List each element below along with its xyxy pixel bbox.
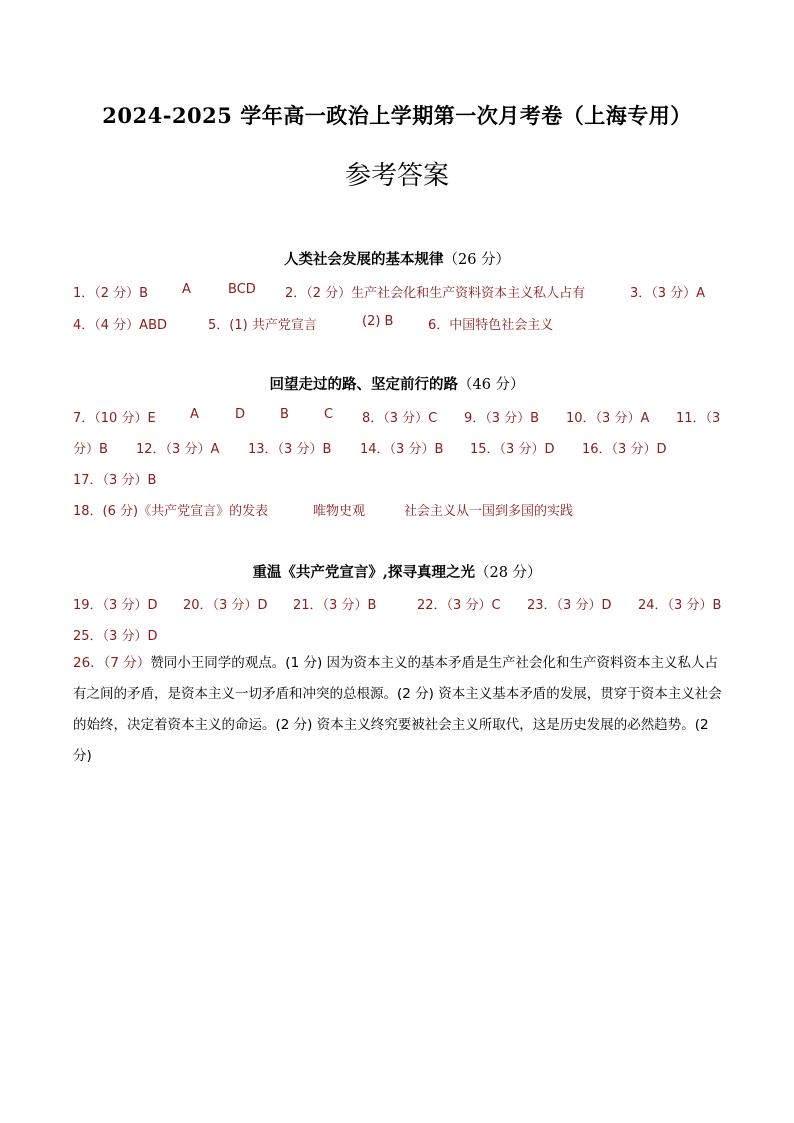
answer-item: 25．（3 分）D — [73, 629, 158, 644]
answer-item: 15．（3 分）D — [470, 442, 555, 457]
answer-item: 12．（3 分）A — [136, 442, 220, 457]
document-subtitle: 参考答案 — [344, 161, 449, 191]
section-title: 重温《共产党宣言》,探寻真理之光 — [252, 564, 475, 581]
essay-text: 赞同小王同学的观点。(1 分) 因为资本主义的基本矛盾是生产社会化和生产资料资本主义私人占有之间的矛盾，是资本主义一切矛盾和冲突的总根源。(2 分) 资本主义基本矛盾的发展，贯穿于资本主义社会的始终，决定着资本主义的命运。(2 分) 资本主义终究要被社会主义所取代，这是历史发展的必然趋势。(2 分) — [73, 655, 722, 764]
answer-item: B — [280, 407, 289, 422]
section-heading — [0, 248, 794, 269]
answer-item: 唯物史观 — [313, 504, 366, 519]
answer-item: 6．中国特色社会主义 — [428, 318, 554, 333]
answer-item: 13．（3 分）B — [248, 442, 332, 457]
essay-label: 26．（7 分） — [73, 655, 151, 671]
answer-item: 16．（3 分）D — [582, 442, 667, 457]
section-points: （28 分） — [474, 565, 542, 581]
answer-item: (2) B — [362, 314, 394, 329]
answer-item: 分）B — [73, 442, 108, 457]
answer-item: 10．（3 分）A — [566, 411, 650, 426]
answer-item: BCD — [228, 282, 256, 297]
answer-item: 7．（10 分）E — [73, 411, 156, 426]
answer-item: 18．(6 分)《共产党宣言》的发表 — [73, 504, 269, 519]
answer-item: 1．（2 分）B — [73, 286, 149, 301]
answer-item: 23．（3 分）D — [527, 598, 612, 613]
answer-item: 4．（4 分）ABD — [73, 318, 167, 333]
answer-item: 3．（3 分）A — [630, 286, 706, 301]
document-title: 2024-2025 学年高一政治上学期第一次月考卷（上海专用） — [102, 103, 692, 128]
answer-item: 社会主义从一国到多国的实践 — [404, 504, 574, 519]
answer-item: 24．（3 分）B — [638, 598, 722, 613]
section-points: （26 分） — [443, 252, 511, 268]
answer-item: C — [324, 407, 334, 422]
section-heading — [0, 561, 794, 582]
answer-item: 17．（3 分）B — [73, 473, 157, 488]
answer-item: A — [182, 282, 191, 297]
answer-item: 21．（3 分）B — [293, 598, 377, 613]
section-title: 人类社会发展的基本规律 — [283, 251, 444, 268]
answer-item: 20．（3 分）D — [183, 598, 268, 613]
answer-item: D — [235, 407, 246, 422]
answer-item: 22．（3 分）C — [417, 598, 501, 613]
answer-item: 9．（3 分）B — [464, 411, 540, 426]
essay-answer — [73, 648, 723, 772]
answer-item: 2．（2 分）生产社会化和生产资料资本主义私人占有 — [285, 286, 586, 301]
answer-item: 14．（3 分）B — [360, 442, 444, 457]
answer-item: 11．（3 — [676, 411, 721, 426]
answer-item: A — [190, 407, 199, 422]
section-title: 回望走过的路、坚定前行的路 — [269, 376, 458, 393]
section-points: （46 分） — [457, 377, 525, 393]
section-heading — [0, 373, 794, 394]
answer-item: 19．（3 分）D — [73, 598, 158, 613]
answer-item: 5．(1) 共产党宣言 — [208, 318, 317, 333]
answer-item: 8．（3 分）C — [362, 411, 438, 426]
